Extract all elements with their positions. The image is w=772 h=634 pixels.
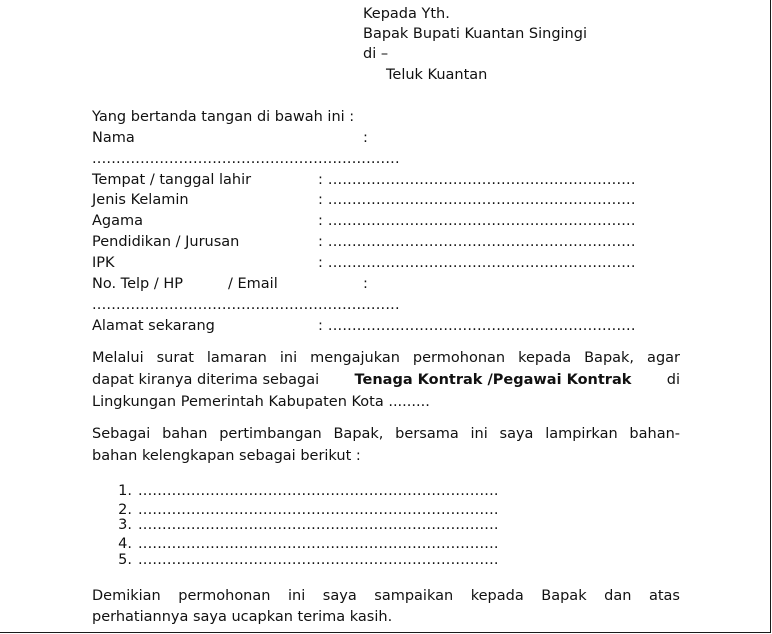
field-label-nama: Nama — [92, 130, 135, 146]
paragraph-request-line2-post: di — [666, 372, 680, 388]
closing-line1: Demikian permohonan ini saya sampaikan kepada Bapak dan atas — [92, 588, 680, 604]
attachment-dots: ........................................................................... — [138, 552, 499, 568]
field-label-agama: Agama — [92, 213, 144, 229]
field-label-email: / Email — [228, 276, 278, 292]
paragraph-attachments-line2: bahan kelengkapan sebagai berikut : — [92, 448, 361, 464]
field-dots-pendidikan: : ................................................................ — [318, 234, 636, 250]
field-dots-alamat: : ................................................................ — [318, 318, 636, 334]
field-dots-jenis-kelamin: : ................................................................ — [318, 192, 636, 208]
field-label-ipk: IPK — [92, 255, 115, 271]
attachment-number: 3. — [118, 517, 132, 533]
paragraph-request-line1: Melalui surat lamaran ini mengajukan permohonan kepada Bapak, agar — [92, 350, 680, 366]
attachment-dots: ........................................................................... — [138, 536, 499, 552]
attachment-number: 4. — [118, 536, 132, 552]
paragraph-request-position: Tenaga Kontrak /Pegawai Kontrak — [354, 372, 632, 388]
attachment-number: 2. — [118, 502, 132, 518]
address-at: di – — [363, 46, 389, 62]
attachment-number: 5. — [118, 552, 132, 568]
attachment-number: 1. — [118, 483, 132, 499]
field-label-telp: No. Telp / HP — [92, 276, 183, 292]
address-to: Kepada Yth. — [363, 6, 450, 22]
field-colon-nama: : — [363, 130, 368, 146]
paragraph-request-line3: Lingkungan Pemerintah Kabupaten Kota ......... — [92, 394, 430, 410]
paragraph-request-line2 — [92, 370, 680, 390]
field-colon-telp: : — [363, 276, 368, 292]
field-label-jenis-kelamin: Jenis Kelamin — [92, 192, 189, 208]
field-label-tempat-lahir: Tempat / tanggal lahir — [92, 172, 252, 188]
attachment-dots: ........................................................................... — [138, 483, 499, 499]
address-place: Teluk Kuantan — [386, 67, 488, 83]
paragraph-attachments-line1: Sebagai bahan pertimbangan Bapak, bersama ini saya lampirkan bahan- — [92, 426, 680, 442]
intro-text: Yang bertanda tangan di bawah ini : — [92, 109, 355, 125]
field-label-alamat: Alamat sekarang — [92, 318, 215, 334]
field-dots-ipk: : ................................................................ — [318, 255, 636, 271]
closing-line2: perhatiannya saya ucapkan terima kasih. — [92, 609, 393, 625]
attachment-dots: ........................................................................... — [138, 502, 499, 518]
field-dots-nama: ................................................................ — [92, 151, 400, 167]
field-dots-agama: : ................................................................ — [318, 213, 636, 229]
paragraph-request-line2-pre: dapat kiranya diterima sebagai — [92, 372, 320, 388]
address-recipient: Bapak Bupati Kuantan Singingi — [363, 26, 587, 42]
field-label-pendidikan: Pendidikan / Jurusan — [92, 234, 240, 250]
field-dots-tempat-lahir: : ................................................................ — [318, 172, 636, 188]
attachment-dots: ........................................................................... — [138, 517, 499, 533]
field-dots-telp: ................................................................ — [92, 297, 400, 313]
